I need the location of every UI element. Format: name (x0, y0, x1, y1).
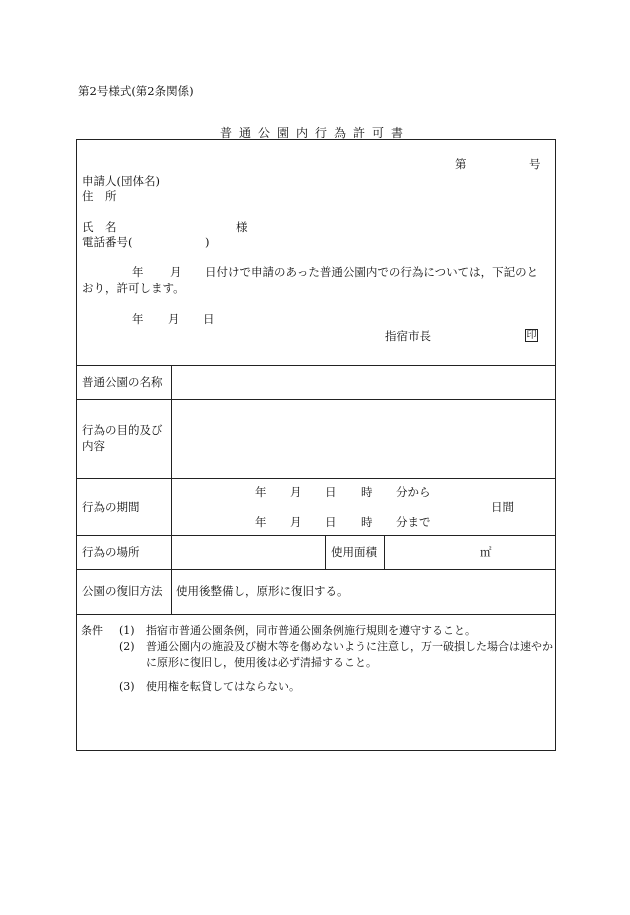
row-divider (76, 535, 556, 536)
issue-date-year: 年 (132, 312, 144, 326)
issue-date-month: 月 (168, 312, 180, 326)
body-month: 月 (170, 265, 182, 279)
seal-mark: 印 (526, 330, 537, 341)
applicant-label: 申請人(団体名) (82, 174, 160, 188)
row-divider (76, 365, 556, 366)
period-end-minute: 分まで (396, 515, 431, 529)
purpose-label-line-2: 内容 (82, 439, 105, 453)
place-area-divider (325, 535, 326, 569)
address-label: 住 所 (82, 189, 117, 203)
area-value-divider (384, 535, 385, 569)
permit-number-suffix: 号 (529, 157, 541, 171)
permit-statement-line-1: 日付けで申請のあった普通公園内での行為については，下記のと (205, 265, 539, 279)
area-unit: ㎡ (480, 545, 492, 559)
restore-method-label: 公園の復旧方法 (82, 584, 163, 598)
period-start-day: 日 (325, 485, 337, 499)
body-year: 年 (132, 265, 144, 279)
area-label: 使用面積 (331, 545, 377, 559)
condition-number: (2) (119, 640, 135, 653)
condition-text: 指宿市普通公園条例，同市普通公園条例施行規則を遵守すること。 (146, 624, 476, 637)
condition-number: (3) (119, 680, 135, 693)
period-start-minute: 分から (396, 485, 431, 499)
issue-date-day: 日 (203, 312, 215, 326)
period-label: 行為の期間 (82, 500, 140, 514)
permit-statement-line-2: おり，許可します。 (82, 281, 185, 295)
row-divider (76, 569, 556, 570)
conditions-section (81, 623, 555, 695)
row-divider (76, 478, 556, 479)
condition-number: (1) (119, 624, 135, 637)
condition-text: 普通公園内の施設及び樹木等を傷めないように注意し，万一破損した場合は速やかに原形に復旧し，使用後は必ず清掃すること。 (146, 640, 553, 669)
form-reference: 第2号様式(第2条関係) (78, 84, 194, 98)
row-divider (76, 614, 556, 615)
name-honorific: 様 (236, 220, 248, 234)
period-end-year: 年 (255, 515, 267, 529)
row-divider (76, 399, 556, 400)
period-end-month: 月 (290, 515, 302, 529)
condition-text: 使用権を転貸してはならない。 (146, 680, 300, 693)
phone-label: 電話番号( (82, 235, 133, 249)
place-label: 行為の場所 (82, 545, 140, 559)
issuer-name: 指宿市長 (385, 329, 431, 343)
period-end-hour: 時 (361, 515, 373, 529)
phone-close: ) (205, 235, 210, 249)
park-name-label: 普通公園の名称 (82, 375, 163, 389)
permit-number-prefix: 第 (455, 157, 467, 171)
restore-method-value: 使用後整備し，原形に復旧する。 (176, 584, 349, 598)
purpose-label-line-1: 行為の目的及び (82, 423, 163, 437)
period-end-day: 日 (325, 515, 337, 529)
period-start-year: 年 (255, 485, 267, 499)
period-days: 日間 (491, 500, 514, 514)
name-label: 氏 名 (82, 220, 117, 234)
conditions-label: 条件 (81, 624, 103, 637)
period-start-month: 月 (290, 485, 302, 499)
document-title: 普通公園内行為許可書 (219, 126, 410, 140)
period-start-hour: 時 (361, 485, 373, 499)
label-column-divider (171, 365, 172, 614)
